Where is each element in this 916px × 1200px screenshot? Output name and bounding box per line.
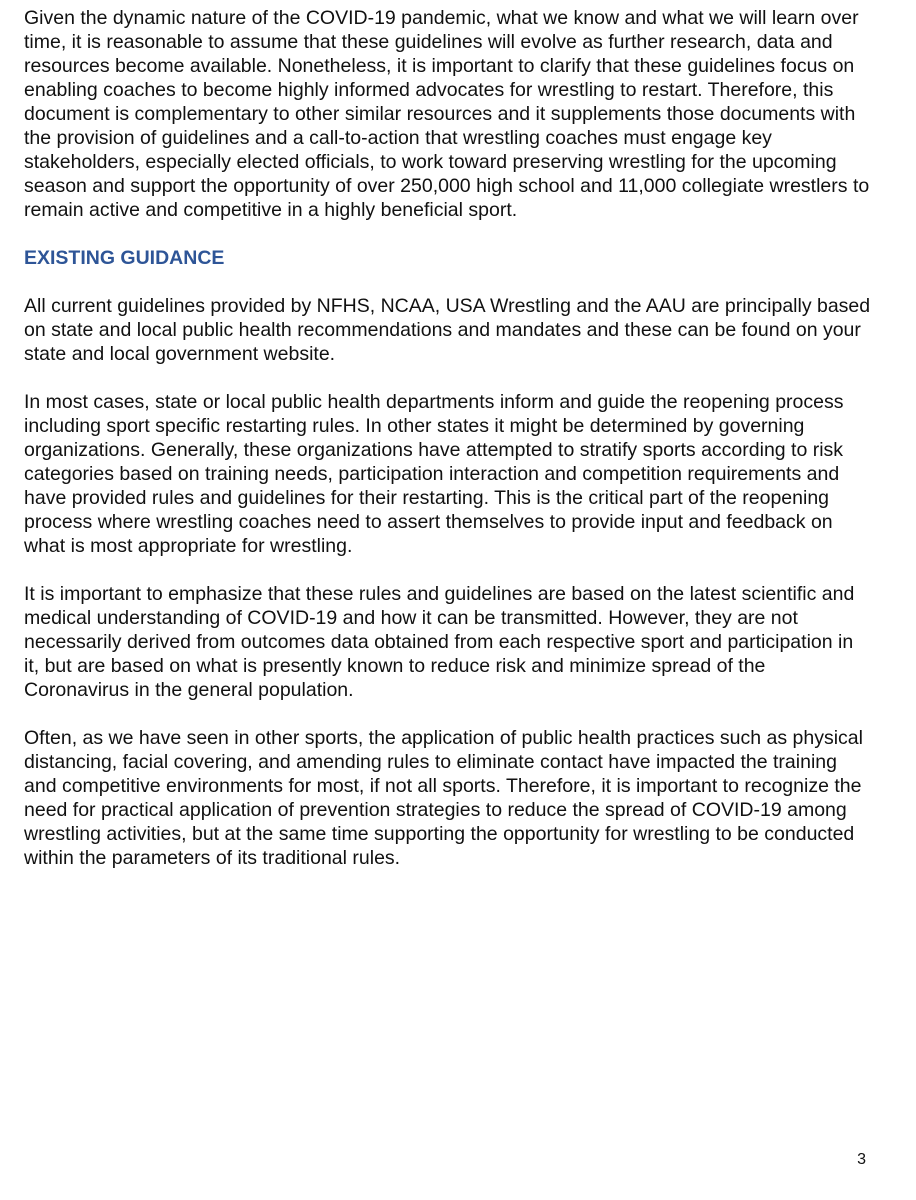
paragraph-public-health-departments: In most cases, state or local public health departments inform and guide the reopening process including sport specific restarting rules. In other states it might be determined by governing organizations. Generally, these organizations have attempted to stratify sports according to risk categories based on training needs, participation interaction and competition requirements and have provided rules and guidelines for their restarting. This is the critical part of the reopening process where wrestling coaches need to assert themselves to provide input and feedback on what is most appropriate for wrestling. (24, 391, 844, 557)
paragraph-current-guidelines: All current guidelines provided by NFHS, NCAA, USA Wrestling and the AAU are principally based on state and local public health recommendations and mandates and these can be found on your state and local government website. (24, 295, 871, 365)
paragraph-scientific-understanding: It is important to emphasize that these rules and guidelines are based on the latest scientific and medical understanding of COVID-19 and how it can be transmitted. However, they are not necessarily derived from outcomes data obtained from each respective sport and participation in it, but are based on what is presently known to reduce risk and minimize spread of the Coronavirus in the general population. (24, 583, 855, 701)
intro-paragraph: Given the dynamic nature of the COVID-19 pandemic, what we know and what we will learn over time, it is reasonable to assume that these guidelines will evolve as further research, data and resources become available. Nonetheless, it is important to clarify that these guidelines focus on enabling coaches to become highly informed advocates for wrestling to restart. Therefore, this document is complementary to other similar resources and it supplements those documents with the provision of guidelines and a call-to-action that wrestling coaches must engage key stakeholders, especially elected officials, to work toward preserving wrestling for the upcoming season and support the opportunity of over 250,000 high school and 11,000 collegiate wrestlers to remain active and competitive in a highly beneficial sport. (24, 7, 870, 221)
page-number: 3 (857, 1151, 866, 1168)
document-body (24, 6, 872, 894)
paragraph-practical-application: Often, as we have seen in other sports, the application of public health practices such as physical distancing, facial covering, and amending rules to eliminate contact have impacted the training and competitive environments for most, if not all sports. Therefore, it is important to recognize the need for practical application of prevention strategies to reduce the spread of COVID-19 among wrestling activities, but at the same time supporting the opportunity for wrestling to be conducted within the parameters of its traditional rules. (24, 727, 863, 869)
section-heading-existing-guidance: EXISTING GUIDANCE (24, 247, 225, 269)
